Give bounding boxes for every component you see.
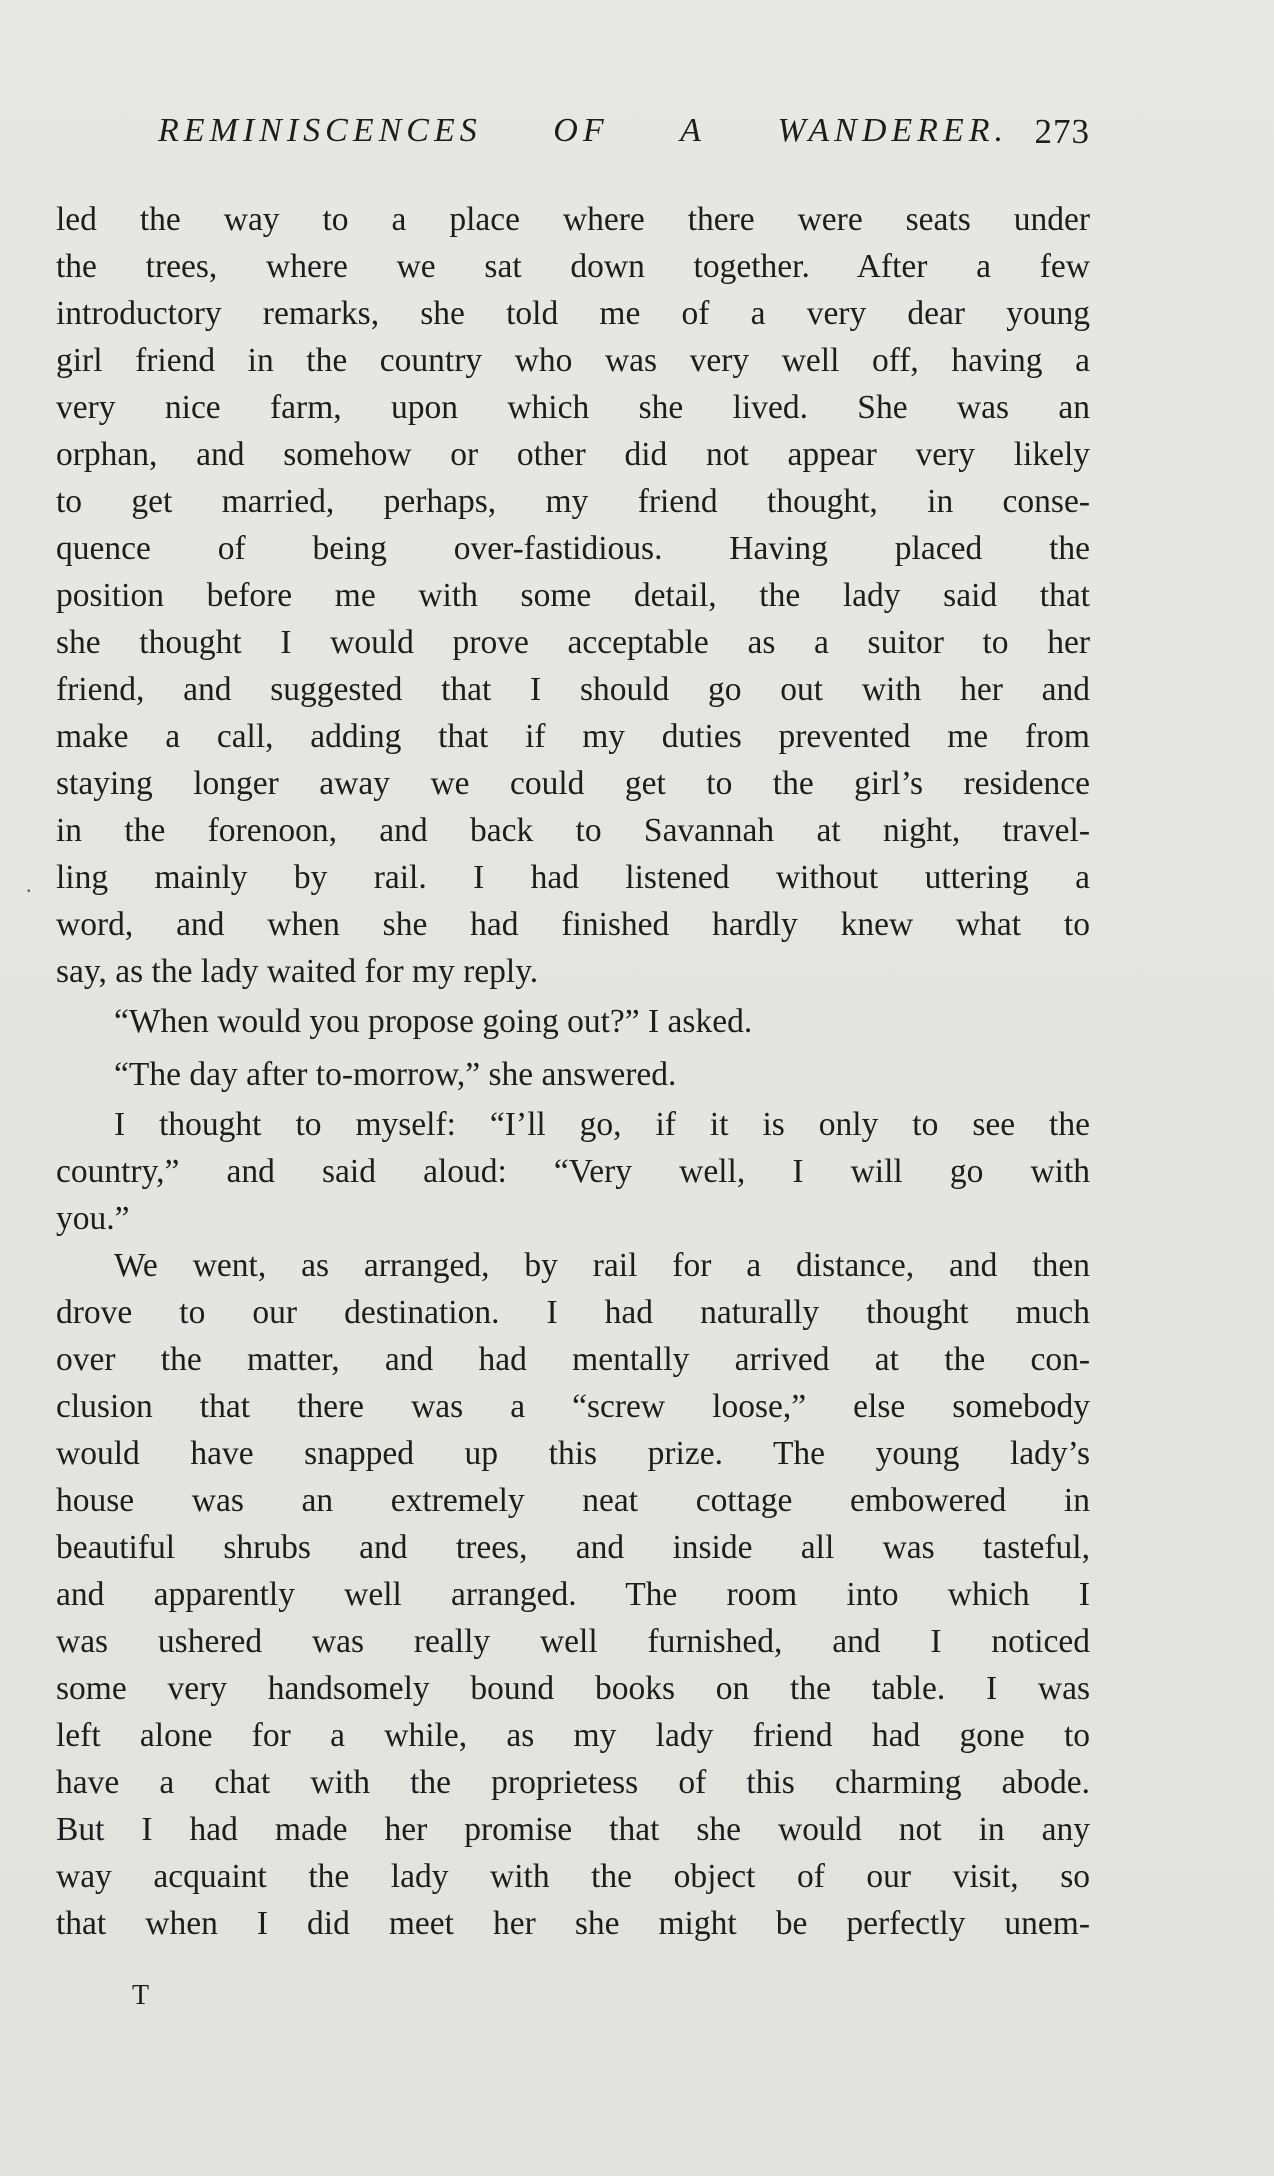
text-line: clusion that there was a “screw loose,” else somebody	[56, 1388, 1090, 1425]
page-number: 273	[1034, 112, 1090, 151]
text-line: in the forenoon, and back to Savannah at night, travel-	[56, 812, 1090, 849]
running-title-word: OF	[553, 112, 609, 149]
text-line: you.”	[56, 1200, 130, 1237]
text-line: position before me with some detail, the lady said that	[56, 577, 1090, 614]
text-line: staying longer away we could get to the girl’s residence	[56, 765, 1090, 802]
running-title-word: WANDERER.	[777, 112, 1008, 149]
text-line: drove to our destination. I had naturally thought much	[56, 1294, 1090, 1331]
text-line: say, as the lady waited for my reply.	[56, 953, 539, 990]
body-text	[56, 196, 1090, 1947]
signature-mark: T	[132, 1980, 151, 2011]
text-line: orphan, and somehow or other did not appear very likely	[56, 436, 1090, 473]
text-line: girl friend in the country who was very well off, having a	[56, 342, 1090, 379]
text-line: “The day after to-morrow,” she answered.	[114, 1056, 677, 1093]
text-line: friend, and suggested that I should go out with her and	[56, 671, 1090, 708]
text-line: have a chat with the proprietess of this charming abode.	[56, 1764, 1090, 1801]
text-line: country,” and said aloud: “Very well, I will go with	[56, 1153, 1090, 1190]
text-line: introductory remarks, she told me of a very dear young	[56, 295, 1090, 332]
text-line: We went, as arranged, by rail for a distance, and then	[114, 1247, 1090, 1284]
text-line: she thought I would prove acceptable as a suitor to her	[56, 624, 1090, 661]
text-line: I thought to myself: “I’ll go, if it is only to see the	[114, 1106, 1090, 1143]
text-line: beautiful shrubs and trees, and inside all was tasteful,	[56, 1529, 1090, 1566]
running-head	[58, 112, 1090, 162]
text-line: was ushered was really well furnished, and I noticed	[56, 1623, 1090, 1660]
margin-mark: .	[26, 872, 32, 897]
running-title	[158, 112, 1008, 150]
text-line: ling mainly by rail. I had listened without uttering a	[56, 859, 1090, 896]
text-line: some very handsomely bound books on the table. I was	[56, 1670, 1090, 1707]
text-line: would have snapped up this prize. The young lady’s	[56, 1435, 1090, 1472]
text-line: to get married, perhaps, my friend thought, in conse-	[56, 483, 1090, 520]
text-line: house was an extremely neat cottage embowered in	[56, 1482, 1090, 1519]
text-line: word, and when she had finished hardly knew what to	[56, 906, 1090, 943]
text-line: way acquaint the lady with the object of our visit, so	[56, 1858, 1090, 1895]
running-title-word: REMINISCENCES	[158, 112, 482, 149]
text-line: left alone for a while, as my lady friend had gone to	[56, 1717, 1090, 1754]
text-line: that when I did meet her she might be perfectly unem-	[56, 1905, 1090, 1942]
text-line: “When would you propose going out?” I asked.	[114, 1003, 753, 1040]
text-line: quence of being over-fastidious. Having placed the	[56, 530, 1090, 567]
running-title-word: A	[680, 112, 706, 149]
text-line: make a call, adding that if my duties prevented me from	[56, 718, 1090, 755]
text-line: the trees, where we sat down together. After a few	[56, 248, 1090, 285]
text-line: over the matter, and had mentally arrived at the con-	[56, 1341, 1090, 1378]
text-line: But I had made her promise that she would not in any	[56, 1811, 1090, 1848]
text-line: very nice farm, upon which she lived. She was an	[56, 389, 1090, 426]
text-line: and apparently well arranged. The room into which I	[56, 1576, 1090, 1613]
text-line: led the way to a place where there were seats under	[56, 201, 1090, 238]
